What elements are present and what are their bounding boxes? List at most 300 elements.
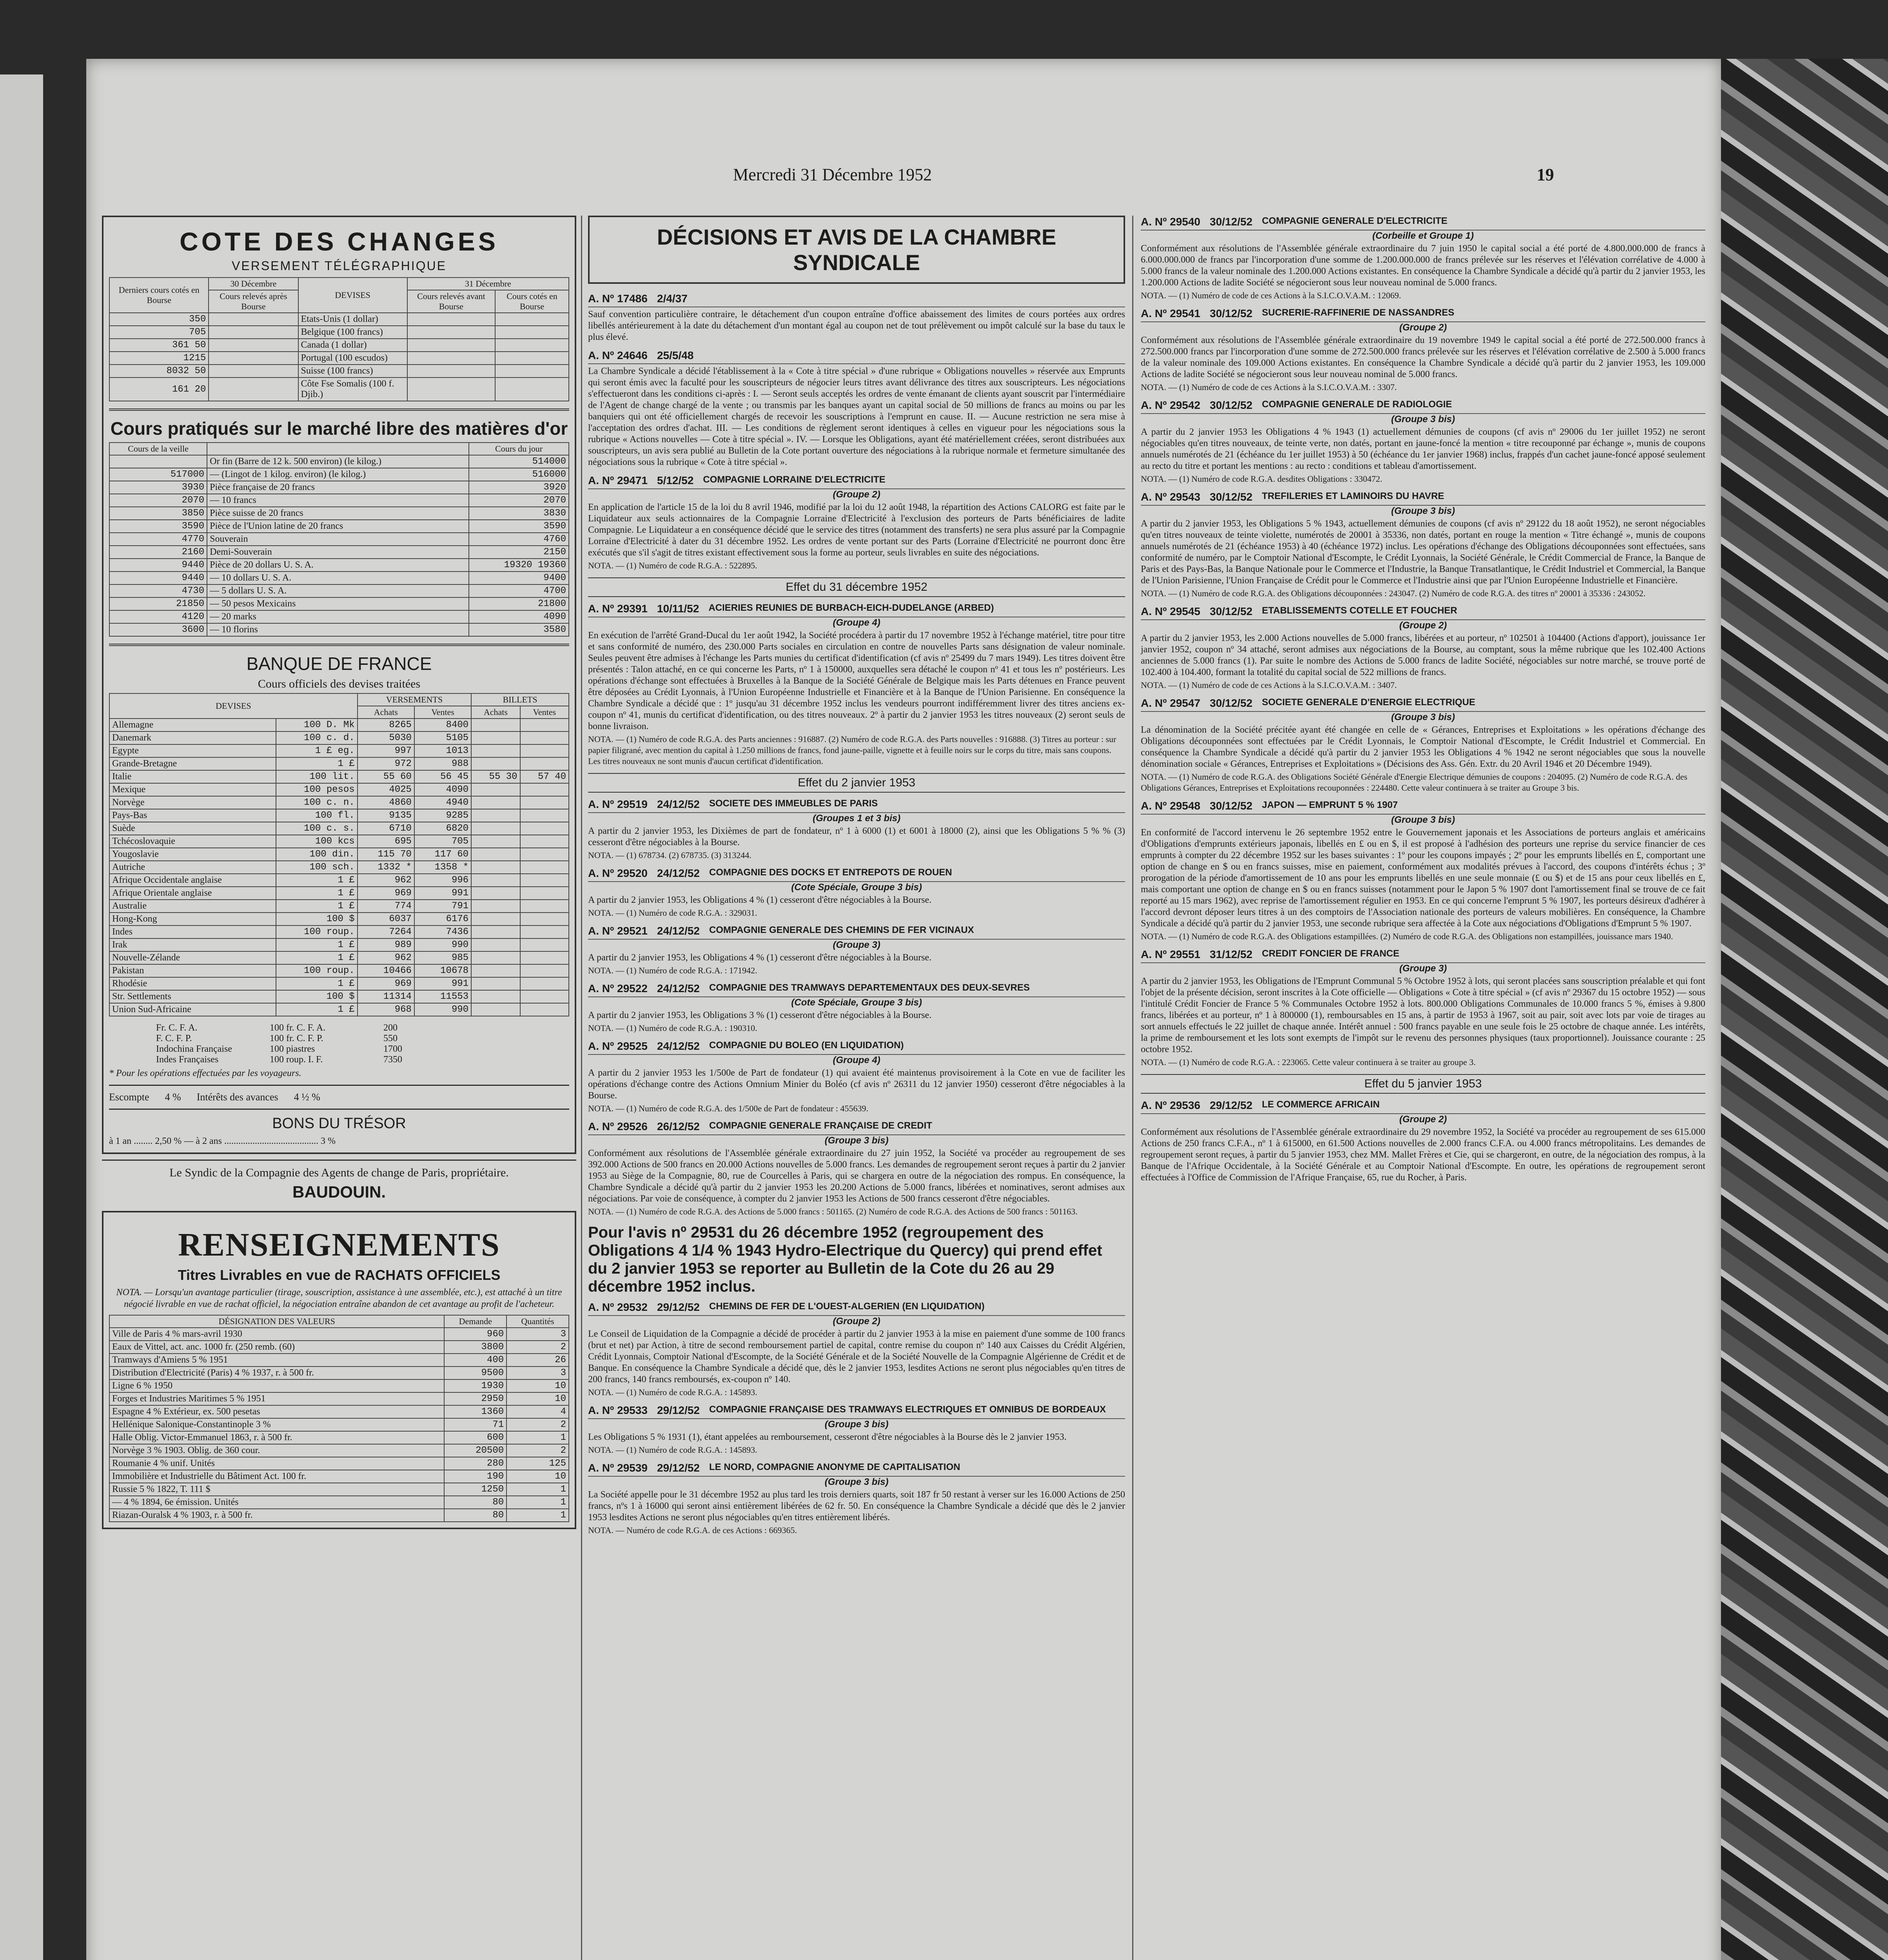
avis-group: (Cote Spéciale, Groupe 3 bis): [791, 997, 922, 1008]
avis-group: (Groupe 3 bis): [824, 1135, 889, 1146]
rens-label: Forges et Industries Maritimes 5 % 1951: [109, 1392, 444, 1405]
bdf-va: 8265: [358, 719, 414, 731]
rens-qte: 2: [506, 1444, 569, 1457]
bdf-va: 4860: [358, 796, 414, 809]
blank-cell: [209, 365, 298, 377]
bdf-vv: 10678: [414, 964, 471, 977]
avis-number: A. Nº 17486: [588, 292, 648, 305]
avis-header: [588, 798, 1125, 813]
avis-date: 24/12/52: [657, 798, 700, 810]
colonial-value: 1700: [383, 1044, 402, 1054]
bdf-unite: 1 £ eg.: [276, 744, 358, 757]
avis-date: 10/11/52: [657, 603, 699, 615]
bdf-pays: Afrique Occidentale anglaise: [109, 874, 276, 887]
rens-row: [109, 1341, 569, 1354]
prev-rate: 161 20: [109, 377, 209, 401]
blank-cell: [495, 365, 569, 377]
or-veille: 3590: [109, 520, 207, 533]
col-header: Achats: [358, 706, 414, 719]
rens-label: Halle Oblig. Victor-Emmanuel 1863, r. à 500 fr.: [109, 1431, 444, 1444]
or-veille: 2160: [109, 546, 207, 559]
avis-date: 5/12/52: [657, 474, 694, 486]
avis-body: En conformité de l'accord intervenu le 26 septembre 1952 entre le Gouvernement japonais et les Associations de porteurs anglais et américains d'Obligations d'emprunts extérieurs japonais, libellés en £ ou en $, il est proposé à l'adhésion des porteurs une reprise du service financier de ces emprunts à compter du 22 décembre 1952 sur les bases suivantes : 1º pour les coupons impayés ; 2º pour les emprunts libellés en £, comportant une option de change en $ ou en francs suisses, mise en paiement, conformément aux modalités prévues à l'accord, des coupons d'intérêts échus ; 3º prorogation de la période d'amortissement de 10 ans pour les emprunts libellés en une seule monnaie (£ ou $) et de 15 ans pour ceux libellés en £, mais comportant une option de change en $ ou en francs suisses (notamment pour le Japon 5 % 1907 dont l'amortissement final se trouve de ce fait reporté au 15 mars 1962), avec reprise de l'amortissement régulier en 1953. En ce qui concerne l'emprunt 5 % 1907, les porteurs désireux d'adhérer à l'accord devront déposer leurs titres à un des comptoirs de l'Association nationale des porteurs de valeurs mobilières. En conséquence, la Chambre Syndicale a décidé qu'à partir du 2 janvier 1953, une seconde rubrique sera affectée à la Cote aux négociations d'Obligations d'Emprunt 5 % 1907.: [1141, 828, 1705, 929]
col-header: Cours cotés en Bourse: [495, 290, 569, 313]
avis-note: NOTA. — (1) Numéro de code R.G.A. des Parts anciennes : 916887. (2) Numéro de code R.G.A. des Parts nouvelles : 916888. (3) Titres au porteur : sur papier filigrané, avec mention du capital à 1.250 millions de francs, fond jaune-paille, vignette et à feuille noirs sur le corps du titre, mais sans coupons. Les titres nouveaux ne sont munis d'aucun certificat d'identification.: [588, 734, 1116, 766]
rens-label: Riazan-Ouralsk 4 % 1903, r. à 500 fr.: [109, 1509, 444, 1522]
bdf-ba: [471, 822, 520, 835]
blank-cell: [495, 313, 569, 326]
avis-header: [588, 982, 1125, 997]
bdf-bv: [520, 822, 569, 835]
bdf-pays: Irak: [109, 938, 276, 951]
bdf-unite: 1 £: [276, 1003, 358, 1016]
rens-qte: 125: [506, 1457, 569, 1470]
avis-date: 24/12/52: [657, 1040, 700, 1052]
or-jour: 2150: [469, 546, 569, 559]
bdf-unite: 1 £: [276, 900, 358, 913]
avis-note: NOTA. — (1) Numéro de code R.G.A. des Obligations découponnées : 243047. (2) Numéro de code R.G.A. des titres nº 20001 à 35336 : 243052.: [1141, 588, 1646, 598]
rens-row: [109, 1431, 569, 1444]
matieres-or-table: [109, 442, 569, 637]
avis-header: [588, 925, 1125, 940]
or-label: — 20 marks: [207, 610, 469, 623]
rens-row: [109, 1367, 569, 1379]
avis-entry: [588, 1040, 1125, 1114]
blank-cell: [407, 352, 495, 365]
avis-body: A partir du 2 janvier 1953, les Dixièmes de part de fondateur, nº 1 à 6000 (1) et 6001 à 18000 (2), ainsi que les Obligations 5 % % (3) cesseront d'être négociables à la Bourse.: [588, 826, 1125, 848]
rens-row: [109, 1496, 569, 1509]
avis-number: A. Nº 29539: [588, 1462, 648, 1474]
bdf-vv: 5105: [414, 731, 471, 744]
avis-date: 24/12/52: [657, 982, 700, 995]
rens-demande: 400: [444, 1354, 506, 1367]
colonial-label: F. C. F. P.: [156, 1033, 192, 1044]
col-header: Ventes: [414, 706, 471, 719]
bdf-va: 4025: [358, 783, 414, 796]
bdf-bv: [520, 990, 569, 1003]
avis-number: A. Nº 29519: [588, 798, 648, 810]
rens-label: Immobilière et Industrielle du Bâtiment Act. 100 fr.: [109, 1470, 444, 1483]
avis-header: [588, 1301, 1125, 1316]
bdf-unite: 100 din.: [276, 848, 358, 861]
banque-de-france-title: BANQUE DE FRANCE: [246, 653, 432, 674]
rens-label: Espagne 4 % Extérieur, ex. 500 pesetas: [109, 1405, 444, 1418]
bdf-va: 972: [358, 757, 414, 770]
avis-entry: [588, 867, 1125, 918]
matieres-or-title: Cours pratiqués sur le marché libre des matières d'or: [110, 418, 568, 439]
rens-label: Ligne 6 % 1950: [109, 1379, 444, 1392]
avances-rate: 4 ½ %: [294, 1091, 320, 1103]
rens-qte: 10: [506, 1392, 569, 1405]
bdf-ba: [471, 926, 520, 938]
bdf-pays: Norvège: [109, 796, 276, 809]
bdf-row: [109, 1003, 569, 1016]
cote-des-changes-box: [102, 216, 576, 1154]
avis-group: (Groupe 2): [1399, 620, 1447, 631]
bdf-vv: 8400: [414, 719, 471, 731]
avis-note: NOTA. — (1) Numéro de code R.G.A. : 190310.: [588, 1023, 757, 1033]
colonial-label: Fr. C. F. A.: [156, 1023, 198, 1033]
devise-name: Etats-Unis (1 dollar): [298, 313, 407, 326]
avis-entry: [1141, 605, 1705, 691]
avis-company: COMPAGNIE DES DOCKS ET ENTREPOTS DE ROUEN: [709, 867, 952, 878]
rens-demande: 600: [444, 1431, 506, 1444]
avis-company: COMPAGNIE GENERALE DE RADIOLOGIE: [1262, 399, 1452, 410]
or-label: — (Lingot de 1 kilog. environ) (le kilog.): [207, 468, 469, 481]
syndic-line: Le Syndic de la Compagnie des Agents de change de Paris, propriétaire.: [169, 1166, 509, 1179]
cote-des-changes-subtitle: VERSEMENT TÉLÉGRAPHIQUE: [232, 259, 447, 273]
bons-tresor-title: BONS DU TRÉSOR: [272, 1115, 406, 1132]
blank-cell: [407, 339, 495, 352]
avis-group: (Groupe 2): [1399, 1114, 1447, 1125]
rens-demande: 1360: [444, 1405, 506, 1418]
bdf-pays: Italie: [109, 770, 276, 783]
avis-group: (Groupe 2): [1399, 322, 1447, 333]
avis-company: LE NORD, COMPAGNIE ANONYME DE CAPITALISATION: [709, 1462, 960, 1472]
bdf-bv: [520, 744, 569, 757]
bdf-pays: Nouvelle-Zélande: [109, 951, 276, 964]
rens-qte: 26: [506, 1354, 569, 1367]
avis-company: SOCIETE GENERALE D'ENERGIE ELECTRIQUE: [1262, 697, 1476, 708]
or-row: [109, 533, 569, 546]
or-veille: 3600: [109, 623, 207, 636]
or-veille: 4120: [109, 610, 207, 623]
col-header: 30 Décembre: [209, 278, 298, 290]
avis-body: A partir du 2 janvier 1953, les Obligations 4 % (1) cesseront d'être négociables à la Bourse.: [588, 953, 932, 963]
avis-number: A. Nº 29520: [588, 867, 648, 879]
or-jour: 3590: [469, 520, 569, 533]
col-header: 31 Décembre: [407, 278, 569, 290]
prev-rate: 1215: [109, 352, 209, 365]
avis-date: 24/12/52: [657, 925, 700, 937]
avis-body: Les Obligations 5 % 1931 (1), étant appelées au remboursement, cesseront d'être négociables à la Bourse dès le 2 janvier 1953.: [588, 1432, 1067, 1442]
bdf-ba: [471, 913, 520, 926]
avis-number: A. Nº 29540: [1141, 216, 1200, 228]
changes-row: [109, 352, 569, 365]
or-jour: 19320 19360: [469, 559, 569, 572]
bdf-pays: Pays-Bas: [109, 809, 276, 822]
bdf-ba: [471, 719, 520, 731]
avis-note: NOTA. — (1) Numéro de code R.G.A. : 171942.: [588, 965, 757, 975]
avis-header: [1141, 948, 1705, 963]
bdf-row: [109, 964, 569, 977]
bdf-bv: [520, 913, 569, 926]
avis-body: Conformément aux résolutions de l'Assemblée générale extraordinaire du 7 juin 1950 le capital social a été porté de 4.800.000.000 de francs à 6.000.000.000 de francs par l'incorporation d'une somme de 1.200.000.000 de francs prélevée sur les réserves et l'élévation corrélative de 4.000 à 5.000 francs de la valeur nominale des 1.200.000 Actions existantes. En conséquence la Chambre Syndicale a décidé qu'à partir du 2 janvier 1953, les 1.200.000 Actions de ladite Société se négocieront sous leur nouveau nominal de 5.000 francs.: [1141, 243, 1705, 288]
or-jour: 516000: [469, 468, 569, 481]
or-label: — 50 pesos Mexicains: [207, 597, 469, 610]
rens-row: [109, 1328, 569, 1341]
bdf-unite: 100 pesos: [276, 783, 358, 796]
colonial-label: Indes Françaises: [156, 1054, 219, 1065]
previous-page-edge: [0, 74, 43, 1960]
bdf-row: [109, 990, 569, 1003]
avis-entry: [588, 925, 1125, 976]
avis-entry: [1141, 948, 1705, 1068]
bdf-vv: 991: [414, 977, 471, 990]
bdf-bv: [520, 796, 569, 809]
rens-demande: 190: [444, 1470, 506, 1483]
bdf-ba: [471, 887, 520, 900]
bdf-va: 5030: [358, 731, 414, 744]
renseignements-box: [102, 1211, 576, 1529]
or-label: Pièce française de 20 francs: [207, 481, 469, 494]
rens-row: [109, 1470, 569, 1483]
colonial-row: [109, 1033, 569, 1044]
avis-number: A. Nº 29471: [588, 474, 648, 486]
bdf-unite: 1 £: [276, 757, 358, 770]
bdf-unite: 100 c. s.: [276, 822, 358, 835]
rens-row: [109, 1444, 569, 1457]
bdf-bv: [520, 874, 569, 887]
bdf-row: [109, 926, 569, 938]
avis-company: COMPAGNIE GENERALE FRANÇAISE DE CREDIT: [709, 1120, 932, 1131]
bdf-unite: 100 fl.: [276, 809, 358, 822]
or-label: Pièce de l'Union latine de 20 francs: [207, 520, 469, 533]
rens-row: [109, 1379, 569, 1392]
avis-date: 30/12/52: [1209, 491, 1253, 503]
rens-demande: 80: [444, 1496, 506, 1509]
bdf-pays: Australie: [109, 900, 276, 913]
bdf-bv: [520, 835, 569, 848]
bdf-ba: [471, 990, 520, 1003]
avis-company: COMPAGNIE DES TRAMWAYS DEPARTEMENTAUX DES DEUX-SEVRES: [709, 982, 1030, 993]
bdf-row: [109, 951, 569, 964]
prev-rate: 361 50: [109, 339, 209, 352]
avis-company: SUCRERIE-RAFFINERIE DE NASSANDRES: [1262, 307, 1454, 318]
avis-company: COMPAGNIE FRANÇAISE DES TRAMWAYS ELECTRIQUES ET OMNIBUS DE BORDEAUX: [709, 1404, 1106, 1415]
bdf-row: [109, 977, 569, 990]
column-divider: [1132, 216, 1133, 1960]
bdf-row: [109, 731, 569, 744]
or-label: — 5 dollars U. S. A.: [207, 584, 469, 597]
colonial-unit: 100 fr. C. F. P.: [270, 1033, 323, 1044]
rens-label: — 4 % 1894, 6e émission. Unités: [109, 1496, 444, 1509]
avis-header: [1141, 216, 1705, 230]
bdf-unite: 100 roup.: [276, 926, 358, 938]
avis-body: La Société appelle pour le 31 décembre 1952 au plus tard les trois derniers quarts, soit 187 fr 50 restant à verser sur les 16.000 Actions de 250 francs, nºs 1 à 16000 qui seront ainsi entièrement libérées de 62 fr. 50. En conséquence la Chambre Syndicale a décidé que dès le 2 janvier 1953 lesdites Actions ne seront plus négociables qu'en titres entièrement libérés.: [588, 1490, 1125, 1523]
rens-label: Tramways d'Amiens 5 % 1951: [109, 1354, 444, 1367]
bdf-vv: 4090: [414, 783, 471, 796]
rens-qte: 1: [506, 1509, 569, 1522]
bdf-vv: 985: [414, 951, 471, 964]
bdf-bv: [520, 1003, 569, 1016]
or-jour: 9400: [469, 572, 569, 584]
avis-note: NOTA. — (1) Numéro de code R.G.A. des Obligations Société Générale d'Energie Electrique démunies de coupons : 204095. (2) Numéro de code R.G.A. des Obligations Gérances, Entreprises et Exploitations recouponnées : 224480. Cette valeur continuera à se traiter au Groupe 3 bis.: [1141, 772, 1688, 793]
col-header: VERSEMENTS: [358, 693, 471, 706]
bdf-pays: Rhodésie: [109, 977, 276, 990]
avis-group: (Corbeille et Groupe 1): [1372, 230, 1474, 241]
rens-demande: 3800: [444, 1341, 506, 1354]
page-header: [86, 165, 1721, 188]
avis-entry: [588, 349, 1125, 468]
or-jour: 4760: [469, 533, 569, 546]
avis-group: (Groupe 4): [833, 1055, 880, 1065]
rens-row: [109, 1354, 569, 1367]
avis-number: A. Nº 29391: [588, 603, 648, 615]
avis-header: [588, 474, 1125, 489]
bdf-va: 968: [358, 1003, 414, 1016]
avis-body: Le Conseil de Liquidation de la Compagnie a décidé de procéder à partir du 2 janvier 1953 à la mise en paiement d'une somme de 100 francs (brut et net) par Action, à titre de second remboursement partiel de capital, contre remise du coupon nº 140 aux Caisses du Crédit Algérien, Crédit Lyonnais, Comptoir National d'Escompte, de la Société Générale et de la Société Nouvelle de la Compagnie Algérienne de Crédit et de Banque. En conséquence la Chambre Syndicale a décidé que, dès le 2 janvier 1953, lesdites Actions ne seront plus négociables qu'en titres de 200 francs, 140 francs remboursés, ex-coupon nº 140.: [588, 1329, 1125, 1385]
bons-tresor-line: à 1 an ........ 2,50 % — à 2 ans ........................................ 3 %: [109, 1136, 336, 1146]
rens-qte: 10: [506, 1470, 569, 1483]
bdf-va: 969: [358, 887, 414, 900]
col-header: Ventes: [520, 706, 569, 719]
bdf-unite: 1 £: [276, 874, 358, 887]
bdf-unite: 100 c. n.: [276, 796, 358, 809]
bdf-row: [109, 861, 569, 874]
avis-note: NOTA. — (1) Numéro de code de ces Actions à la S.I.C.O.V.A.M. : 3307.: [1141, 382, 1397, 392]
avis-date: 29/12/52: [657, 1404, 700, 1416]
blank-cell: [209, 339, 298, 352]
bdf-bv: [520, 977, 569, 990]
colonial-row: [109, 1054, 569, 1065]
rens-qte: 2: [506, 1341, 569, 1354]
or-veille: 4770: [109, 533, 207, 546]
avis-company: LE COMMERCE AFRICAIN: [1262, 1099, 1380, 1110]
devise-name: Suisse (100 francs): [298, 365, 407, 377]
col-header: DEVISES: [109, 693, 358, 719]
col-header: DÉSIGNATION DES VALEURS: [109, 1315, 444, 1328]
avis-date: 30/12/52: [1209, 399, 1253, 411]
avis-number: A. Nº 24646: [588, 349, 648, 361]
avis-group: (Groupe 3): [833, 940, 880, 950]
bdf-pays: Hong-Kong: [109, 913, 276, 926]
effet-heading: Effet du 5 janvier 1953: [1141, 1074, 1705, 1094]
avis-body: A partir du 2 janvier 1953, les Obligations de l'Emprunt Communal 5 % Octobre 1952 à lots, qui seront placées sans souscription préalable et qui font l'objet de la présente décision, seront inscrites à la Cote officielle — Obligations « Cote à titre spécial » (cf avis nº 29367 du 15 octobre 1952) — sous l'intitulé Crédit Foncier de France 5 % Communales Octobre 1952 à lots. 800.000 Obligations Communales de 10.000 francs 5 %, émises à 9.800 francs, libérées et au porteur, nº 1 à 800000 (1), remboursables en 15 ans, à partir de 1953 à 1967, soit au pair, soit avec lots par voie de tirages au sort annuels effectués le 22 juillet de chaque année. Intérêt annuel : 500 francs payable en une seule fois le 25 octobre de chaque année. Les intérêts, la prime de remboursement et les lots sont exempts de l'impôt sur le revenu des personnes physiques (taux proportionnel). Jouissance courante : 25 octobre 1952.: [1141, 976, 1705, 1054]
bdf-ba: [471, 848, 520, 861]
avis-entry: [588, 474, 1125, 571]
bdf-row: [109, 783, 569, 796]
avis-body: En exécution de l'arrêté Grand-Ducal du 1er août 1942, la Société procédera à partir du 17 novembre 1952 à l'échange matériel, titre pour titre et sans conformité de numéro, des 230.000 Parts sociales en circulation en contre de nouvelles Parts sans désignation de valeur nominale. Seules peuvent être admises à l'échange les Parts munies du certificat d'identification (cf avis nº 25499 du 7 mars 1949). Les titres doivent être présentés : Talon attaché, en ce qui concerne les Parts, nº 1 à 150000, auxquelles sera détaché le coupon nº 41 et tous les nº postérieurs. Les opérations d'échange sont effectuées à Bruxelles à la Banque de la Société Générale de Belgique mais les Parts détenues en France peuvent être déposées au Crédit Lyonnais, à l'Union Européenne Industrielle et Financière et à la Banque de l'Union Parisienne. En conséquence la Chambre Syndicale a décidé que : 1º jusqu'au 31 décembre 1952 inclus les vendeurs pourront indifféremment livrer des titres anciens ex-coupon nº 41, munis du certificat d'identification, ou des titres nouveaux. 2º à partir du 2 janvier 1953 les titres nouveaux (2) seront seuls de bonne livraison.: [588, 630, 1125, 731]
avis-entry: [588, 292, 1125, 343]
avis-header: [1141, 605, 1705, 620]
bdf-bv: [520, 951, 569, 964]
bdf-pays: Suède: [109, 822, 276, 835]
blank-cell: [495, 377, 569, 401]
rens-row: [109, 1405, 569, 1418]
or-label: Pièce de 20 dollars U. S. A.: [207, 559, 469, 572]
bdf-ba: [471, 938, 520, 951]
decisions-list: [588, 292, 1125, 1536]
or-veille: 3850: [109, 507, 207, 520]
bdf-pays: Str. Settlements: [109, 990, 276, 1003]
blank-cell: [209, 352, 298, 365]
avis-company: CREDIT FONCIER DE FRANCE: [1262, 948, 1400, 959]
col-header: Cours relevés après Bourse: [209, 290, 298, 313]
changes-row: [109, 326, 569, 339]
bdf-bv: [520, 938, 569, 951]
bdf-unite: 100 roup.: [276, 964, 358, 977]
bdf-ba: [471, 796, 520, 809]
avis-header: [1141, 697, 1705, 712]
bdf-bv: [520, 861, 569, 874]
avis-header: [588, 867, 1125, 882]
avis-header: [588, 1462, 1125, 1477]
bdf-bv: [520, 848, 569, 861]
avis-date: 29/12/52: [1209, 1099, 1253, 1111]
or-veille: 21850: [109, 597, 207, 610]
colonial-label: Indochina Française: [156, 1044, 232, 1054]
avis-entry: [1141, 216, 1705, 301]
avis-header: [1141, 307, 1705, 322]
avis-company: COMPAGNIE GENERALE DES CHEMINS DE FER VICINAUX: [709, 925, 974, 935]
avis-note: NOTA. — (1) Numéro de code R.G.A. : 145893.: [588, 1387, 757, 1397]
bdf-unite: 100 c. d.: [276, 731, 358, 744]
avances-label: Intérêts des avances: [196, 1091, 278, 1103]
bdf-va: 969: [358, 977, 414, 990]
avis-number: A. Nº 29521: [588, 925, 648, 937]
rens-qte: 10: [506, 1379, 569, 1392]
avis-body: A partir du 2 janvier 1953, les Obligations 5 % 1943, actuellement démunies de coupons (cf avis nº 29122 du 18 août 1952), ne seront négociables qu'en titres nouveaux de teinte violette, numérotés de 20001 à 35336, non datés, portant en rouge la mention « Titre échangé », munis de coupons annuels numérotés de 21 (échéance 1953) à 40 (échéance 1972) inclus. Les opérations d'échange des Obligations découponnées sont effectuées, sans conformité de numéro, par le Comptoir National d'Escompte, le Crédit Lyonnais, la Société Générale, le Crédit Commercial de France, la Banque de Paris et des Pays-Bas, la Banque Nationale pour le Commerce et l'Industrie, la Banque Transatlantique, le Crédit Industriel et Commercial, la Banque de l'Union Parisienne, l'Union Française de Crédit pour le Commerce et l'Industrie ainsi que par l'Union Européenne Industrielle et Financière.: [1141, 519, 1705, 586]
or-jour: 2070: [469, 494, 569, 507]
bdf-va: 115 70: [358, 848, 414, 861]
blank-cell: [495, 352, 569, 365]
avis-date: 29/12/52: [657, 1301, 700, 1313]
avis-header: [588, 1040, 1125, 1055]
avis-note: NOTA. — (1) Numéro de code R.G.A. desdites Obligations : 330472.: [1141, 474, 1382, 484]
avis-entry: [1141, 800, 1705, 942]
bdf-bv: [520, 757, 569, 770]
bdf-ba: [471, 951, 520, 964]
right-column: [1141, 216, 1705, 1190]
rens-label: Ville de Paris 4 % mars-avril 1930: [109, 1328, 444, 1341]
avis-group: (Cote Spéciale, Groupe 3 bis): [791, 882, 922, 893]
avis-date: 25/5/48: [657, 349, 694, 361]
avis-body: Conformément aux résolutions de l'Assemblée générale extraordinaire du 19 novembre 1949 le capital social a été porté de 272.500.000 francs à 272.500.000 francs par l'incorporation d'une somme de 272.500.000 francs prélevée sur les réserves et l'élévation corrélative de 2.500 à 5.000 francs de la valeur nominale des 109.000 Actions existantes. En conséquence la Chambre Syndicale a décidé qu'à partir du 2 janvier 1953, les 109.000 Actions de ladite Société se négocieront sous leur nouveau nominal de 5.000 francs.: [1141, 335, 1705, 379]
avis-note: NOTA. — (1) Numéro de code R.G.A. : 223065. Cette valeur continuera à se traiter au groupe 3.: [1141, 1057, 1476, 1067]
bdf-va: 6037: [358, 913, 414, 926]
avis-header: [588, 349, 1125, 364]
colonial-rates: [109, 1023, 569, 1065]
rens-demande: 1250: [444, 1483, 506, 1496]
avis-header: [1141, 800, 1705, 815]
bdf-unite: 100 sch.: [276, 861, 358, 874]
avis-body: A partir du 2 janvier 1953, les Obligations 3 % (1) cesseront d'être négociables à la Bourse.: [588, 1010, 932, 1020]
blank-cell: [495, 339, 569, 352]
blank-cell: [407, 313, 495, 326]
or-veille: 3930: [109, 481, 207, 494]
avis-group: (Groupe 3 bis): [1391, 815, 1455, 825]
decisions-title: DÉCISIONS ET AVIS DE LA CHAMBRE SYNDICALE: [588, 216, 1125, 284]
bdf-vv: 990: [414, 938, 471, 951]
bdf-pays: Indes: [109, 926, 276, 938]
avis-header: [588, 1404, 1125, 1419]
or-row: [109, 494, 569, 507]
avis-number: A. Nº 29525: [588, 1040, 648, 1052]
avis-date: 30/12/52: [1209, 307, 1253, 319]
bdf-ba: [471, 757, 520, 770]
blank-cell: [407, 365, 495, 377]
bdf-vv: 11553: [414, 990, 471, 1003]
col-header: Cours du jour: [469, 443, 569, 455]
bdf-va: 9135: [358, 809, 414, 822]
syndic-name: BAUDOUIN.: [292, 1183, 386, 1201]
bdf-ba: [471, 861, 520, 874]
avis-entry: [588, 603, 1125, 767]
bdf-pays: Autriche: [109, 861, 276, 874]
bdf-vv: 117 60: [414, 848, 471, 861]
newspaper-page: [86, 59, 1721, 1960]
or-row: [109, 455, 569, 468]
renseignements-table: [109, 1315, 569, 1522]
avis-body: En application de l'article 15 de la loi du 8 avril 1946, modifié par la loi du 12 août 1948, la répartition des Actions CALORG est faite par le Liquidateur aux seuls actionnaires de la Compagnie Lorraine d'Electricité à l'exclusion des porteurs de Parts bénéficiaires de ladite Compagnie. Le Liquidateur a en conséquence décidé que le service des titres (notamment des transferts) ne sera plus assuré par la Compagnie Lorraine d'Electricité à dater du 31 décembre 1952. Les ordres de vente portant sur des Parts (Lorraine d'Electricité ne pourront donc être exécutés que s'il s'agit de titres existant effectivement sous la forme au porteur, seuls livrables en suite des négociations.: [588, 502, 1125, 558]
bdf-ba: [471, 731, 520, 744]
devise-name: Belgique (100 francs): [298, 326, 407, 339]
rens-row: [109, 1392, 569, 1405]
bdf-ba: [471, 809, 520, 822]
bdf-row: [109, 913, 569, 926]
or-label: Or fin (Barre de 12 k. 500 environ) (le kilog.): [207, 455, 469, 468]
